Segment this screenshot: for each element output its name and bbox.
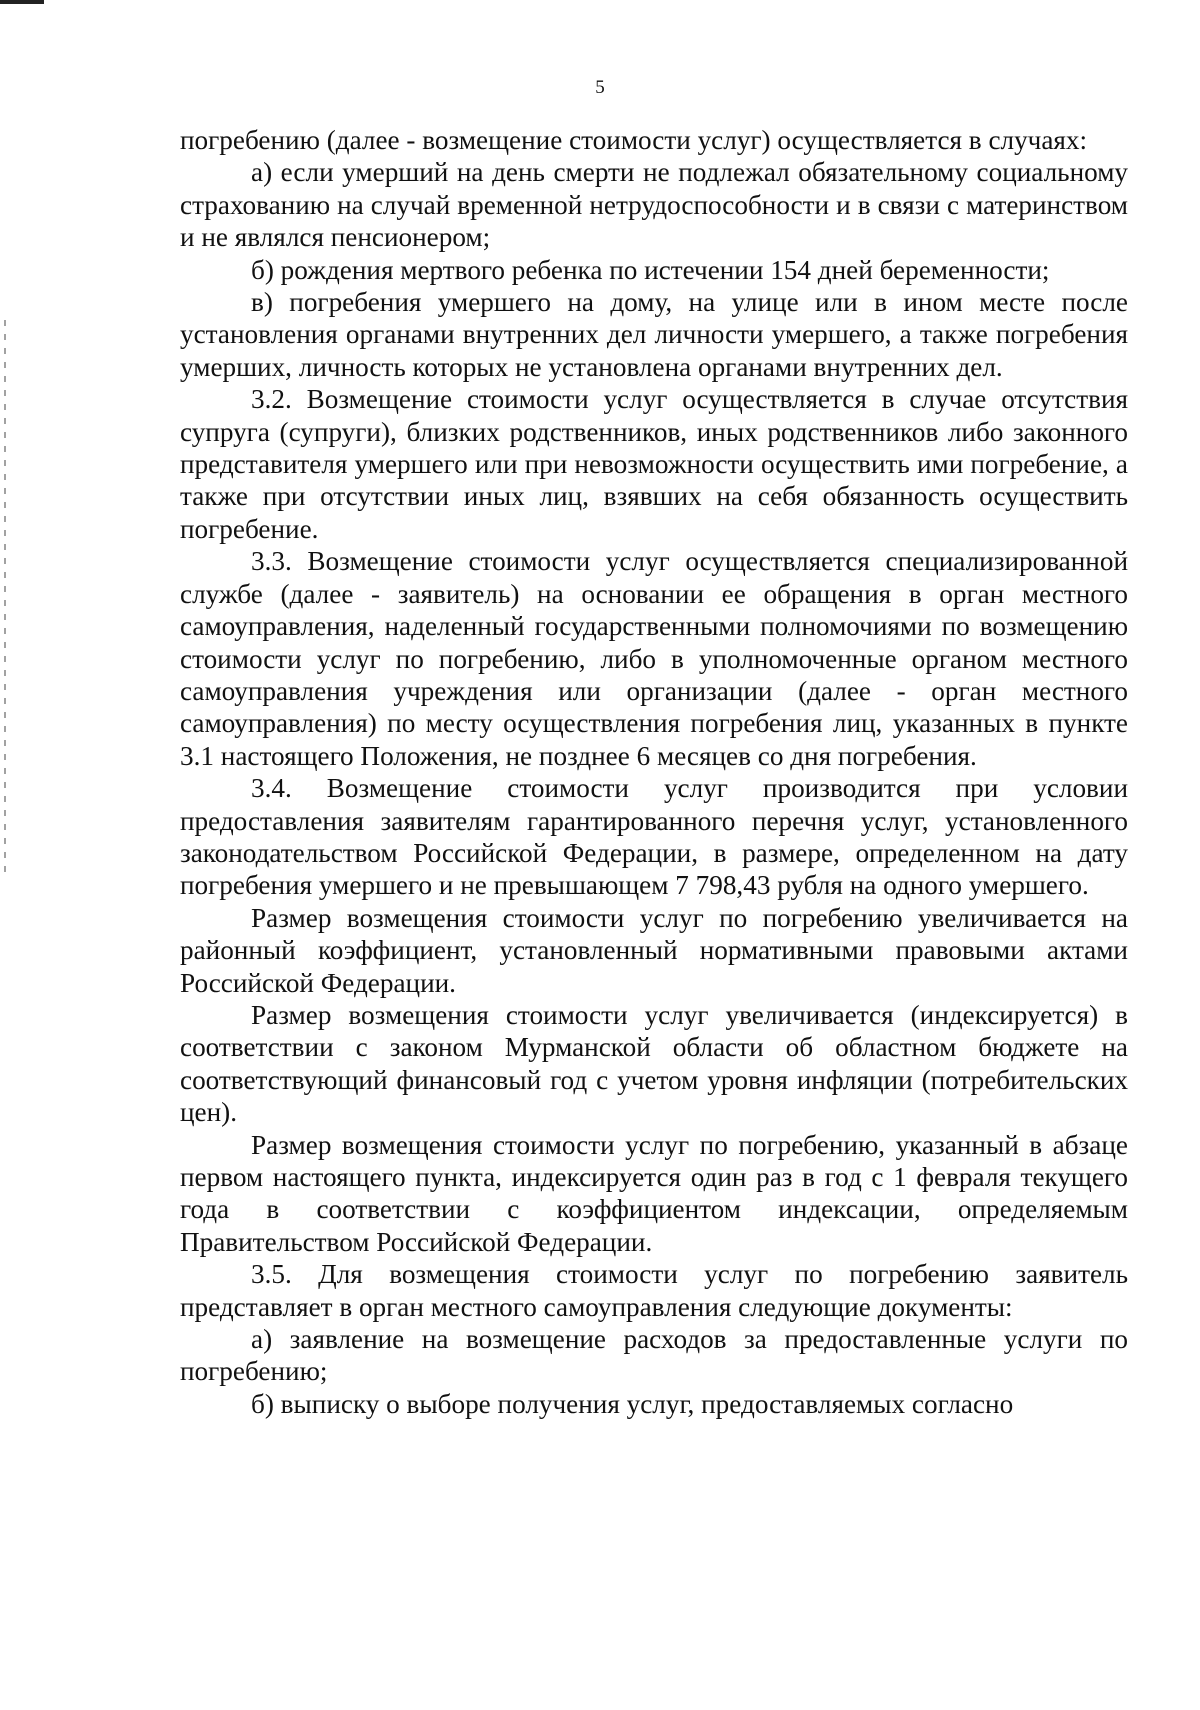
paragraph-3-4: 3.4. Возмещение стоимости услуг производится при условии предоставления заявителям гарантированного перечня услуг, установленного законодательством Российской Федерации, в размере, определенном на дату погребения умершего и не превышающем 7 798,43 рубля на одного умершего. [180, 773, 1128, 901]
paragraph-item-v: в) погребения умершего на дому, на улице или в ином месте после установления органами внутренних дел личности умершего, а также погребения умерших, личность которых не установлена органами внутренних дел. [180, 287, 1128, 382]
paragraph-indexation-law: Размер возмещения стоимости услуг увеличивается (индексируется) в соответствии с законом Мурманской области об областном бюджете на соответствующий финансовый год с учетом уровня инфляции (потребительских цен). [180, 999, 1128, 1128]
paragraph-3-5: 3.5. Для возмещения стоимости услуг по погребению заявитель представляет в орган местного самоуправления следующие документы: [180, 1259, 1128, 1322]
paragraph-item-a: а) если умерший на день смерти не подлежал обязательному социальному страхованию на случай временной нетрудоспособности и в связи с материнством и не являлся пенсионером; [180, 157, 1128, 253]
document-body [180, 124, 1128, 1420]
paragraph-3-2: 3.2. Возмещение стоимости услуг осуществляется в случае отсутствия супруга (супруги), близких родственников, иных родственников либо законного представителя умершего или при невозможности осуществить ими погребение, а также при отсутствии иных лиц, взявших на себя обязанность осуществить погребение. [180, 384, 1128, 544]
scan-corner-mark [0, 0, 44, 4]
paragraph-document-b: б) выписку о выборе получения услуг, предоставляемых согласно [251, 1388, 1014, 1419]
paragraph-3-3: 3.3. Возмещение стоимости услуг осуществляется специализированной службе (далее - заявитель) на основании ее обращения в орган местного самоуправления, наделенный государственными полномочиями по возмещению стоимости услуг по погребению, либо в уполномоченные органом местного самоуправления учреждения или организации (далее - орган местного самоуправления) по месту осуществления погребения лиц, указанных в пункте 3.1 настоящего Положения, не позднее 6 месяцев со дня погребения. [180, 546, 1128, 771]
page-number: 5 [595, 77, 605, 98]
paragraph-indexation-february: Размер возмещения стоимости услуг по погребению, указанный в абзаце первом настоящего пункта, индексируется один раз в год с 1 февраля текущего года в соответствии с коэффициентом индексации, определяемым Правительством Российской Федерации. [180, 1129, 1128, 1257]
scan-edge-artifact [4, 320, 6, 880]
paragraph-item-b: б) рождения мертвого ребенка по истечении 154 дней беременности; [251, 254, 1050, 285]
paragraph: погребению (далее - возмещение стоимости услуг) осуществляется в случаях: [180, 125, 1088, 155]
paragraph-document-a: а) заявление на возмещение расходов за предоставленные услуги по погребению; [180, 1324, 1128, 1387]
paragraph-regional-coefficient: Размер возмещения стоимости услуг по погребению увеличивается на районный коэффициент, установленный нормативными правовыми актами Российской Федерации. [180, 902, 1128, 998]
